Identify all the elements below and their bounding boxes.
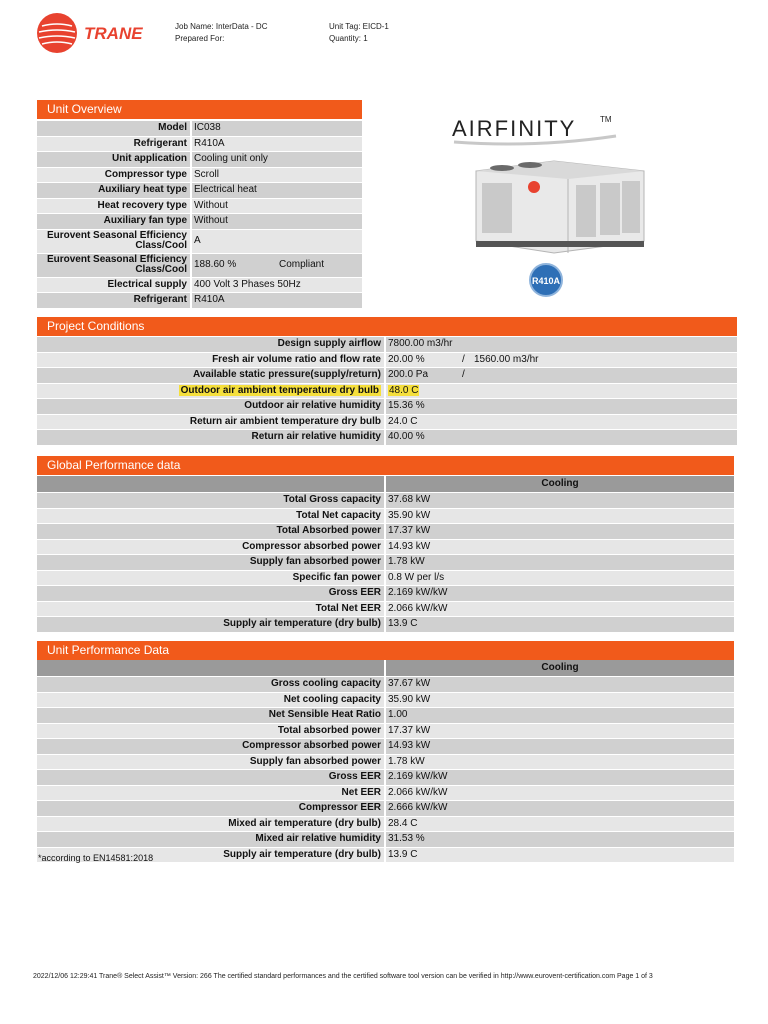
highlight-mark: Outdoor air ambient temperature dry bulb: [180, 384, 379, 396]
row-label: Supply air temperature (dry bulb): [37, 848, 386, 864]
row-value: R410A: [192, 137, 362, 153]
row-label: Outdoor air relative humidity: [37, 399, 386, 415]
header-blank: [37, 660, 386, 677]
table-row: [37, 817, 734, 833]
table-row: [37, 430, 737, 446]
global-performance-header: Global Performance data: [37, 456, 734, 475]
row-value: 15.36 %: [386, 399, 737, 415]
row-label: Net Sensible Heat Ratio: [37, 708, 386, 724]
row-extra: 1560.00 m3/hr: [472, 353, 737, 369]
row-value: 200.0 Pa: [386, 368, 458, 384]
table-row: [37, 602, 734, 618]
trane-logo: [36, 12, 158, 54]
table-row: [37, 199, 362, 215]
project-conditions-table: [37, 337, 737, 446]
table-row: [37, 555, 734, 571]
row-label: Return air relative humidity: [37, 430, 386, 446]
row-label: Compressor absorbed power: [37, 739, 386, 755]
table-row: [37, 353, 737, 369]
row-separator: /: [458, 368, 472, 384]
table-row: [37, 337, 737, 353]
unit-performance-header: Unit Performance Data: [37, 641, 734, 660]
airfinity-logo: [450, 112, 620, 146]
table-row: [37, 755, 734, 771]
row-value: 2.066 kW/kW: [386, 602, 734, 618]
table-header-row: [37, 476, 734, 493]
table-row: [37, 121, 362, 137]
row-value: 14.93 kW: [386, 739, 734, 755]
row-label: Refrigerant: [37, 293, 192, 309]
table-row: [37, 278, 362, 294]
row-label: Model: [37, 121, 192, 137]
row-value: Scroll: [192, 168, 362, 184]
row-label: Unit application: [37, 152, 192, 168]
table-row: [37, 137, 362, 153]
row-label: Auxiliary heat type: [37, 183, 192, 199]
global-performance-table: [37, 476, 734, 633]
row-label: Mixed air temperature (dry bulb): [37, 817, 386, 833]
trane-logo-text: TRANE: [84, 24, 143, 43]
row-value: 2.666 kW/kW: [386, 801, 734, 817]
table-row: [37, 571, 734, 587]
table-row: [37, 832, 734, 848]
row-value: 13.9 C: [386, 848, 734, 864]
row-value: Without: [192, 199, 362, 215]
table-row: [37, 230, 362, 254]
row-value: 1.78 kW: [386, 555, 734, 571]
row-label: Total absorbed power: [37, 724, 386, 740]
table-row: [37, 708, 734, 724]
table-row: [37, 739, 734, 755]
unit-overview-table: [37, 121, 362, 309]
row-label: Refrigerant: [37, 137, 192, 153]
airfinity-trademark: TM: [600, 115, 612, 124]
row-value: 400 Volt 3 Phases 50Hz: [192, 278, 362, 294]
row-label: Available static pressure(supply/return): [37, 368, 386, 384]
table-row: [37, 724, 734, 740]
row-label: Specific fan power: [37, 571, 386, 587]
row-value: 35.90 kW: [386, 509, 734, 525]
row-label: Return air ambient temperature dry bulb: [37, 415, 386, 431]
job-name: Job Name: InterData - DC: [175, 22, 268, 31]
table-row: [37, 183, 362, 199]
row-value: 31.53 %: [386, 832, 734, 848]
table-row: [37, 770, 734, 786]
row-label: Supply air temperature (dry bulb): [37, 617, 386, 633]
row-value: 20.00 %: [386, 353, 458, 369]
row-value: 37.67 kW: [386, 677, 734, 693]
row-extra: Compliant: [277, 254, 362, 278]
page-footer: 2022/12/06 12:29:41 Trane® Select Assist™ Version: 266 The certified standard performances and the certified software tool version can be verified in http://www.eurovent-certification.com Page 1 of 3: [33, 973, 653, 980]
row-label: Compressor type: [37, 168, 192, 184]
row-label: Compressor absorbed power: [37, 540, 386, 556]
unit-performance-table: [37, 660, 734, 863]
row-label: Total Net EER: [37, 602, 386, 618]
quantity: Quantity: 1: [329, 34, 368, 43]
prepared-for: Prepared For:: [175, 34, 225, 43]
row-label-highlighted: [37, 384, 386, 400]
unit-tag: Unit Tag: EICD-1: [329, 22, 389, 31]
row-value: A: [192, 230, 362, 254]
row-label: Eurovent Seasonal Efficiency Class/Cool: [37, 230, 192, 254]
table-row: [37, 617, 734, 633]
airfinity-text: AIRFINITY: [452, 116, 577, 141]
row-value: 17.37 kW: [386, 524, 734, 540]
row-label: Gross EER: [37, 770, 386, 786]
row-separator: /: [458, 353, 472, 369]
row-label: Auxiliary fan type: [37, 214, 192, 230]
row-value: 188.60 %: [192, 254, 277, 278]
row-value: 13.9 C: [386, 617, 734, 633]
row-value: 17.37 kW: [386, 724, 734, 740]
highlight-value: 48.0 C: [389, 384, 419, 396]
table-row: [37, 152, 362, 168]
header-blank: [37, 476, 386, 493]
table-row: [37, 214, 362, 230]
r410a-badge: [529, 263, 563, 297]
table-row: [37, 786, 734, 802]
row-label: Heat recovery type: [37, 199, 192, 215]
row-value: 1.78 kW: [386, 755, 734, 771]
row-label: Fresh air volume ratio and flow rate: [37, 353, 386, 369]
table-row: [37, 524, 734, 540]
row-label: Gross EER: [37, 586, 386, 602]
row-label: Compressor EER: [37, 801, 386, 817]
table-row: [37, 399, 737, 415]
row-value: 14.93 kW: [386, 540, 734, 556]
table-row: [37, 168, 362, 184]
row-label: Gross cooling capacity: [37, 677, 386, 693]
row-label: Total Gross capacity: [37, 493, 386, 509]
row-value: 37.68 kW: [386, 493, 734, 509]
row-extra: [472, 368, 737, 384]
row-value: 2.066 kW/kW: [386, 786, 734, 802]
row-label: Eurovent Seasonal Efficiency Class/Cool: [37, 254, 192, 278]
row-value: 2.169 kW/kW: [386, 770, 734, 786]
table-row: [37, 693, 734, 709]
table-row: [37, 254, 362, 278]
row-value: Cooling unit only: [192, 152, 362, 168]
row-value: 24.0 C: [386, 415, 737, 431]
row-value: 1.00: [386, 708, 734, 724]
table-row: [37, 384, 737, 400]
row-value: 40.00 %: [386, 430, 737, 446]
table-row: [37, 801, 734, 817]
row-value: R410A: [192, 293, 362, 309]
table-row: [37, 586, 734, 602]
rooftop-unit-image: [472, 157, 647, 257]
row-value: 0.8 W per l/s: [386, 571, 734, 587]
row-value: 7800.00 m3/hr: [386, 337, 737, 353]
row-value: 2.169 kW/kW: [386, 586, 734, 602]
table-row: [37, 368, 737, 384]
row-label: Total Absorbed power: [37, 524, 386, 540]
row-label: Total Net capacity: [37, 509, 386, 525]
unit-overview-header: Unit Overview: [37, 100, 362, 119]
column-header-cooling: Cooling: [386, 660, 734, 677]
row-label: Mixed air relative humidity: [37, 832, 386, 848]
table-row: [37, 293, 362, 309]
row-label: Supply fan absorbed power: [37, 755, 386, 771]
row-label: Design supply airflow: [37, 337, 386, 353]
table-row: [37, 677, 734, 693]
row-label: Supply fan absorbed power: [37, 555, 386, 571]
table-row: [37, 493, 734, 509]
footnote: *according to EN14581:2018: [38, 853, 154, 863]
project-conditions-header: Project Conditions: [37, 317, 737, 336]
row-value: [386, 384, 737, 400]
row-value: 28.4 C: [386, 817, 734, 833]
row-label: Net EER: [37, 786, 386, 802]
row-label: Electrical supply: [37, 278, 192, 294]
row-label: Net cooling capacity: [37, 693, 386, 709]
row-value: Without: [192, 214, 362, 230]
table-row: [37, 540, 734, 556]
row-value: IC038: [192, 121, 362, 137]
table-row: [37, 415, 737, 431]
table-row: [37, 509, 734, 525]
row-value: Electrical heat: [192, 183, 362, 199]
r410a-text: R410A: [531, 276, 561, 286]
table-header-row: [37, 660, 734, 677]
row-value: 35.90 kW: [386, 693, 734, 709]
column-header-cooling: Cooling: [386, 476, 734, 493]
